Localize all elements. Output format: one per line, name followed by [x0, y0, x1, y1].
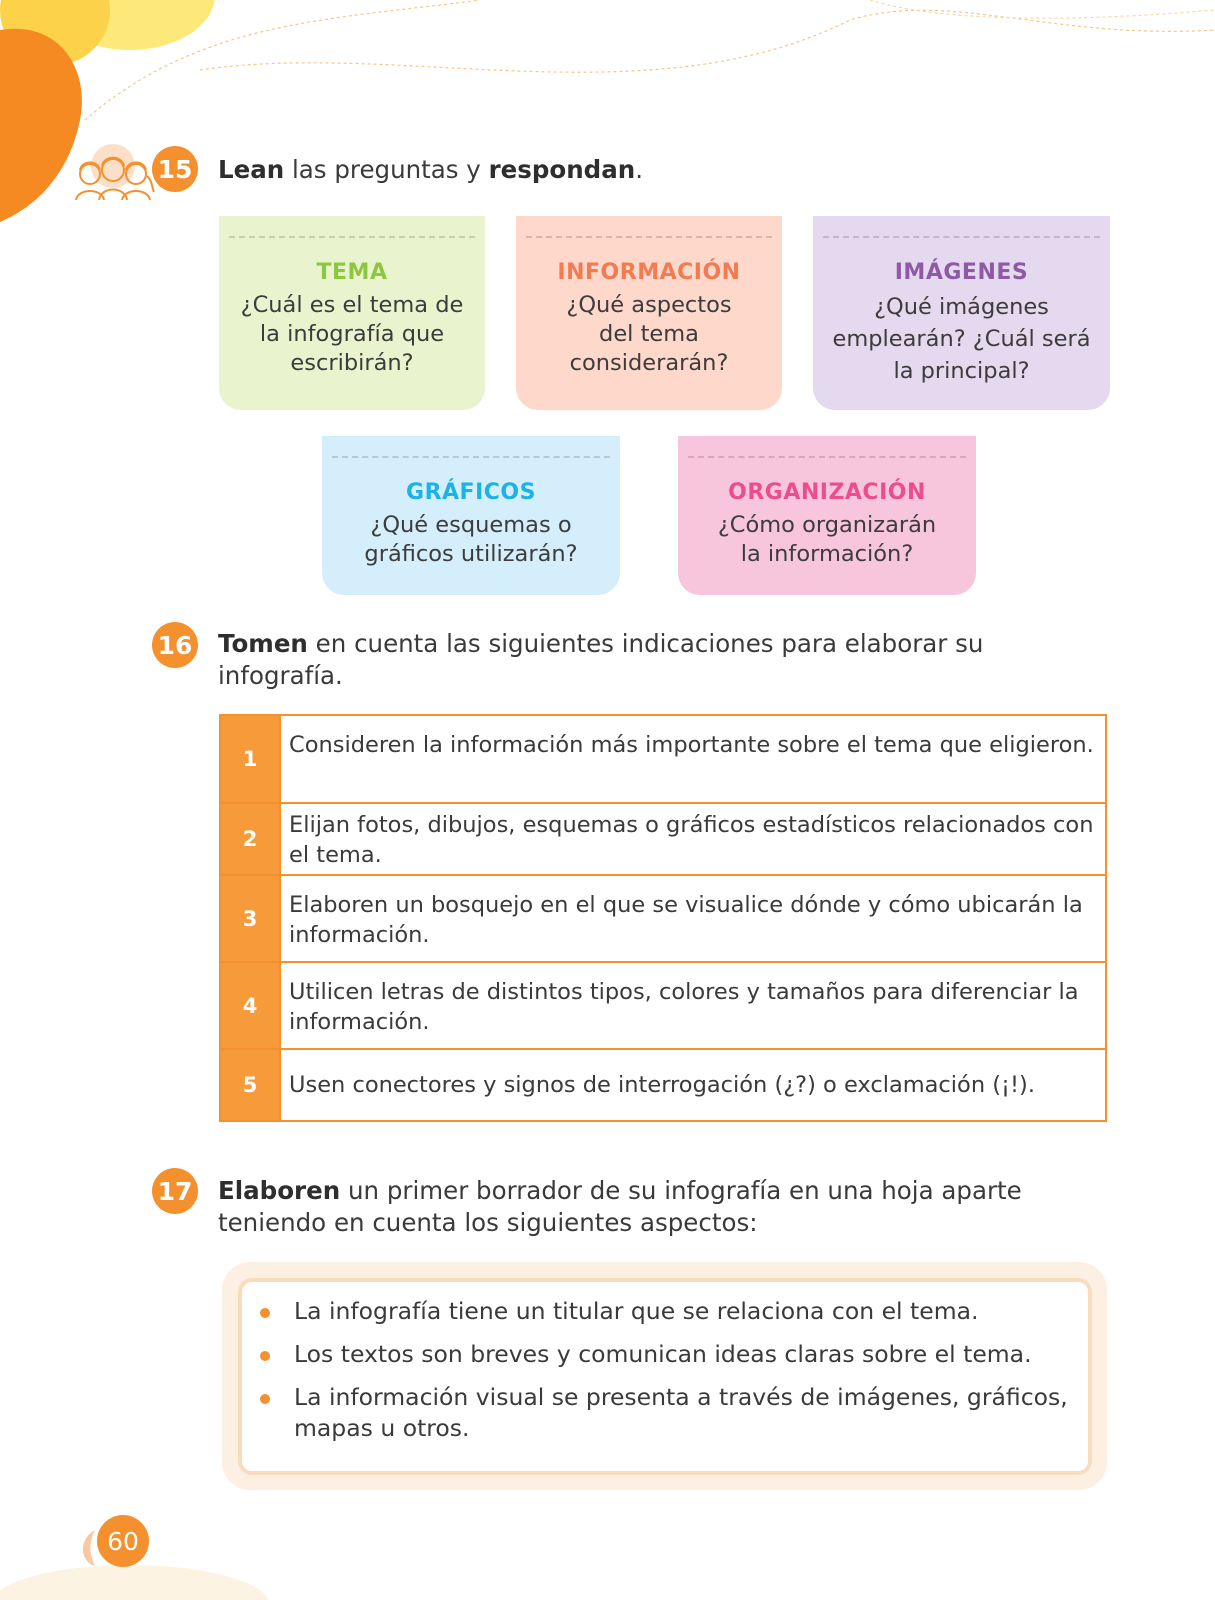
bottom-decoration [0, 1530, 420, 1600]
card-imagenes [813, 216, 1110, 410]
activity-15-text1: las preguntas y [284, 155, 489, 184]
card-organizacion-text: ¿Cómo organizarán la información? [717, 512, 937, 567]
bullet-icon [260, 1394, 270, 1404]
card-imagenes-title: IMÁGENES [894, 260, 1029, 285]
activity-16-number: 16 [152, 622, 198, 668]
step-text: Utilicen letras de distintos tipos, colores y tamaños para diferenciar la información. [289, 979, 1079, 1035]
activity-15-text2: . [635, 155, 643, 184]
card-graficos-text: ¿Qué esquemas o gráficos utilizarán? [364, 512, 578, 567]
activity-17-number: 17 [152, 1168, 198, 1214]
card-organizacion-title: ORGANIZACIÓN [728, 480, 926, 505]
top-decoration [0, 0, 1215, 230]
card-graficos [322, 436, 620, 595]
table-row [221, 802, 1105, 874]
steps-table [219, 714, 1107, 1122]
step-number: 3 [221, 876, 281, 961]
activity-16-instruction [218, 628, 1018, 692]
table-row [221, 961, 1105, 1048]
step-text: Elaboren un bosquejo en el que se visualice dónde y cómo ubicarán la información. [289, 892, 1083, 948]
bullet-icon [260, 1308, 270, 1318]
activity-15-verb2: respondan [488, 155, 636, 184]
card-tema [219, 216, 485, 410]
table-row [221, 874, 1105, 961]
table-row [221, 716, 1105, 802]
card-tema-text: ¿Cuál es el tema de la infografía que escribirán? [240, 292, 464, 376]
step-number: 5 [221, 1050, 281, 1120]
list-item [260, 1296, 1068, 1327]
list-item [260, 1382, 1068, 1444]
activity-17-text: un primer borrador de su infografía en una hoja aparte teniendo en cuenta los siguientes aspectos: [218, 1176, 1022, 1237]
step-text: Consideren la información más importante sobre el tema que eligieron. [289, 732, 1094, 758]
checklist-box [238, 1278, 1092, 1475]
step-number: 4 [221, 963, 281, 1048]
bullet-icon [260, 1351, 270, 1361]
activity-17-verb: Elaboren [218, 1176, 341, 1205]
list-item-text: Los textos son breves y comunican ideas claras sobre el tema. [294, 1340, 1032, 1368]
page-number: 60 [97, 1515, 149, 1567]
list-item [260, 1339, 1068, 1370]
activity-16-verb: Tomen [218, 629, 308, 658]
list-item-text: La infografía tiene un titular que se relaciona con el tema. [294, 1297, 979, 1325]
step-number: 2 [221, 804, 281, 874]
card-informacion [516, 216, 782, 410]
activity-15-instruction [218, 154, 1098, 186]
table-row [221, 1048, 1105, 1120]
card-informacion-text: ¿Qué aspectos del tema considerarán? [566, 292, 732, 376]
list-item-text: La información visual se presenta a través de imágenes, gráficos, mapas u otros. [294, 1383, 1068, 1442]
card-organizacion [678, 436, 976, 595]
activity-15-verb1: Lean [218, 155, 285, 184]
card-tema-title: TEMA [316, 260, 388, 285]
card-graficos-title: GRÁFICOS [406, 480, 536, 505]
students-group-icon [68, 140, 158, 210]
activity-16-text: en cuenta las siguientes indicaciones para elaborar su infografía. [218, 629, 984, 690]
step-text: Elijan fotos, dibujos, esquemas o gráficos estadísticos relacionados con el tema. [289, 812, 1094, 868]
step-text: Usen conectores y signos de interrogación (¿?) o exclamación (¡!). [289, 1072, 1035, 1098]
card-informacion-title: INFORMACIÓN [557, 260, 741, 285]
activity-15-number: 15 [152, 146, 198, 192]
step-number: 1 [221, 716, 281, 802]
activity-17-instruction [218, 1175, 1078, 1239]
card-imagenes-text: ¿Qué imágenes emplearán? ¿Cuál será la principal? [832, 294, 1091, 384]
